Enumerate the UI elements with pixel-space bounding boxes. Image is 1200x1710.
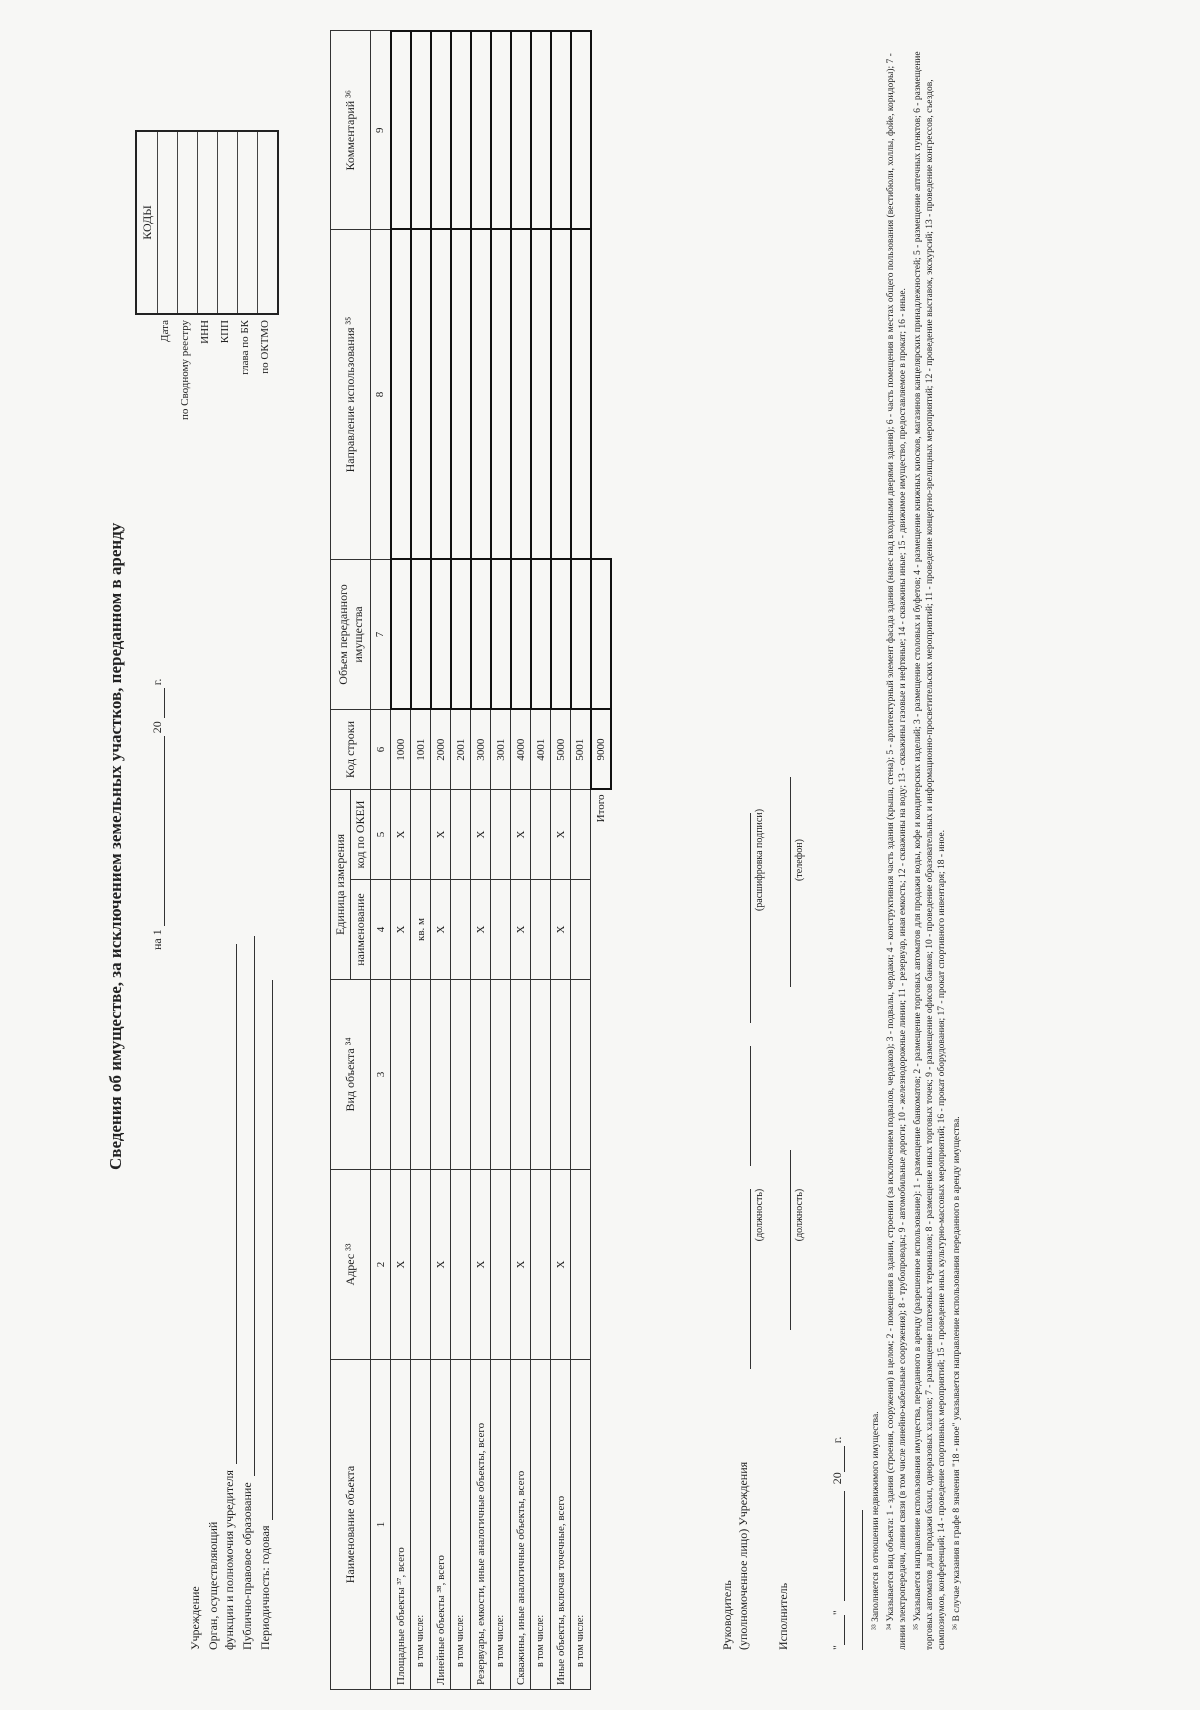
- footnotes: [870, 30, 966, 1650]
- col-number: 8: [371, 230, 391, 560]
- cell-address: X: [511, 1170, 531, 1360]
- cell-kind: [431, 980, 451, 1170]
- cell-okei: [491, 790, 511, 880]
- table-row: [511, 31, 531, 1690]
- codes-label-date: Дата: [159, 320, 171, 342]
- cell-comment: [551, 31, 571, 230]
- cell-kind: [471, 980, 491, 1170]
- signature-decoding-caption: (расшифровка подписи): [754, 808, 765, 912]
- cell-code: 3000: [471, 710, 491, 790]
- cell-okei: X: [431, 790, 451, 880]
- cell-comment: [531, 31, 551, 230]
- cell-okei: X: [471, 790, 491, 880]
- cell-address: X: [391, 1170, 411, 1360]
- col-address-header: Адрес ³³: [331, 1170, 371, 1360]
- total-code: 9000: [591, 710, 611, 790]
- codes-label-oktmo: по ОКТМО: [259, 320, 271, 374]
- cell-name: в том числе:: [531, 1360, 551, 1690]
- table-row: [391, 31, 411, 1690]
- table-row: [551, 31, 571, 1690]
- col-code-header: Код строки: [331, 710, 371, 790]
- cell-code: 5000: [551, 710, 571, 790]
- total-row: [591, 31, 611, 1690]
- cell-direction: [411, 230, 431, 560]
- cell-direction: [431, 230, 451, 560]
- col-unit-code-header: код по ОКЕИ: [351, 790, 371, 880]
- cell-direction: [491, 230, 511, 560]
- codes-label-kpp: КПП: [219, 320, 231, 344]
- cell-direction: [471, 230, 491, 560]
- property-table: [330, 30, 612, 1690]
- cell-name: в том числе:: [571, 1360, 591, 1690]
- cell-name: Площадные объекты ³⁷, всего: [391, 1360, 411, 1690]
- table-row: [531, 31, 551, 1690]
- cell-unit: [531, 880, 551, 980]
- cell-unit: X: [551, 880, 571, 980]
- cell-kind: [391, 980, 411, 1170]
- cell-okei: X: [391, 790, 411, 880]
- col-direction-header: Направление использования ³⁵: [331, 230, 371, 560]
- cell-comment: [411, 31, 431, 230]
- cell-code: 2001: [451, 710, 471, 790]
- cell-kind: [411, 980, 431, 1170]
- col-comment-header: Комментарий ³⁶: [331, 31, 371, 230]
- col-number: 5: [371, 790, 391, 880]
- codes-label-registry: по Сводному реестру: [179, 320, 191, 420]
- header-authority: Орган, осуществляющий: [206, 1521, 220, 1650]
- col-unit-name-header: наименование: [351, 880, 371, 980]
- signature-date: "" 20 г.: [830, 1436, 844, 1650]
- cell-name: Резервуары, емкости, иные аналогичные объекты, всего: [471, 1360, 491, 1690]
- col-number: 6: [371, 710, 391, 790]
- cell-name: Линейные объекты ³⁸, всего: [431, 1360, 451, 1690]
- codes-labels: [155, 320, 275, 510]
- signature-position-caption: (должность): [754, 1188, 765, 1242]
- col-kind-header: Вид объекта ³⁴: [331, 980, 371, 1170]
- cell-code: 1000: [391, 710, 411, 790]
- cell-name: в том числе:: [451, 1360, 471, 1690]
- cell-address: [451, 1170, 471, 1360]
- cell-okei: [531, 790, 551, 880]
- col-number: 3: [371, 980, 391, 1170]
- table-row: [471, 31, 491, 1690]
- document-title: Сведения об имуществе, за исключением земельных участков, переданном в аренду: [106, 522, 125, 1170]
- cell-unit: кв. м: [411, 880, 431, 980]
- cell-address: [491, 1170, 511, 1360]
- cell-comment: [451, 31, 471, 230]
- date-prefix: на 1: [150, 929, 164, 950]
- executor-position-caption: (должность): [794, 1188, 805, 1242]
- total-label: Итого: [591, 790, 611, 1690]
- cell-volume: [531, 560, 551, 710]
- cell-address: X: [431, 1170, 451, 1360]
- header-periodicity: Периодичность: годовая: [258, 980, 273, 1650]
- cell-direction: [451, 230, 471, 560]
- cell-unit: X: [511, 880, 531, 980]
- footnote-34: ³⁴ Указывается вид объекта: 1 - здания (строения, сооружения) в целом; 2 - помещения в здании, строении (за исключением подвалов, чердаков); 3 - подвалы, чердаки; 4 - конструктивная часть здания (крыша, стена); 5 - архитектурный элемент фасада здания (навес над входными дверями здания); 6 - часть помещения в местах общего пользования (вестибюли, холлы, фойе, коридоры); 7 - линии электропередачи, линии связи (в том числе линейно-кабельные сооружения); 8 - трубопроводы; 9 - автомобильные дороги; 10 - железнодорожные линии; 11 - резервуар, иная емкость; 12 - скважины на воду; 13 - скважины газовые и нефтяные; 14 - скважины иные; 15 - движимое имущество, предоставляемое в прокат; 16 - иные.: [886, 53, 908, 1650]
- cell-kind: [511, 980, 531, 1170]
- cell-direction: [391, 230, 411, 560]
- cell-direction: [531, 230, 551, 560]
- footnote-35: ³⁵ Указывается направление использования имущества, переданного в аренду (разрешенное использование): 1 - размещение банкоматов; 2 - размещение торговых автоматов для продажи воды, кофе и кондитерских изделий; 3 - размещение столовых и буфетов; 4 - размещение книжных киосков, магазинов канцелярских принадлежностей; 5 - размещение аптечных пунктов; 6 - размещение торговых автоматов для продажи бахил, одноразовых халатов; 7 - размещение платежных терминалов; 8 - размещение иных торговых точек; 9 - размещение офисов банков; 10 - проведение образовательных и информационно-просветительских мероприятий; 11 - проведение концертно-зрелищных мероприятий; 12 - проведение выставок, экскурсий; 13 - проведение конгрессов, съездов, симпозиумов, конференций; 14 - проведение спортивных мероприятий; 15 - проведение иных культурно-массовых мероприятий; 16 - прокат оборудования; 17 - прокат спортивного инвентаря; 18 - иное.: [913, 51, 947, 1650]
- codes-heading: КОДЫ: [140, 205, 154, 240]
- cell-address: [571, 1170, 591, 1360]
- col-number: 9: [371, 31, 391, 230]
- cell-name: Иные объекты, включая точечные, всего: [551, 1360, 571, 1690]
- executor-phone-caption: (телефон): [794, 839, 805, 881]
- cell-kind: [571, 980, 591, 1170]
- cell-volume: [471, 560, 491, 710]
- report-date-line: [150, 679, 165, 950]
- cell-volume: [571, 560, 591, 710]
- cell-unit: X: [391, 880, 411, 980]
- cell-volume: [491, 560, 511, 710]
- signature-head-sub: (уполномоченное лицо) Учреждения: [736, 813, 751, 1650]
- cell-comment: [491, 31, 511, 230]
- cell-comment: [391, 31, 411, 230]
- cell-kind: [551, 980, 571, 1170]
- cell-code: 4000: [511, 710, 531, 790]
- table-row: [571, 31, 591, 1690]
- cell-comment: [471, 31, 491, 230]
- cell-volume: [391, 560, 411, 710]
- cell-direction: [571, 230, 591, 560]
- cell-volume: [551, 560, 571, 710]
- cell-okei: X: [551, 790, 571, 880]
- col-unit-group-header: Единица измерения: [331, 790, 351, 980]
- cell-kind: [531, 980, 551, 1170]
- cell-unit: [491, 880, 511, 980]
- cell-direction: [511, 230, 531, 560]
- cell-code: 4001: [531, 710, 551, 790]
- signature-head-label: Руководитель: [720, 1580, 734, 1650]
- table-row: [411, 31, 431, 1690]
- col-number: 7: [371, 560, 391, 710]
- signature-executor: Исполнитель: [776, 777, 791, 1650]
- date-year-suffix: г.: [150, 678, 164, 686]
- cell-unit: X: [431, 880, 451, 980]
- col-name-header: Наименование объекта: [331, 1360, 371, 1690]
- cell-comment: [571, 31, 591, 230]
- cell-kind: [451, 980, 471, 1170]
- codes-label-inn: ИНН: [199, 320, 211, 344]
- col-volume-header: Объем переданного имущества: [331, 560, 371, 710]
- cell-volume: [451, 560, 471, 710]
- table-row: [491, 31, 511, 1690]
- cell-okei: X: [511, 790, 531, 880]
- table-row: [431, 31, 451, 1690]
- cell-unit: [571, 880, 591, 980]
- codes-box: [135, 130, 279, 315]
- header-institution: Учреждение: [188, 1586, 202, 1650]
- cell-okei: [451, 790, 471, 880]
- cell-comment: [511, 31, 531, 230]
- cell-address: [531, 1170, 551, 1360]
- cell-comment: [431, 31, 451, 230]
- date-year-prefix: 20: [150, 721, 164, 734]
- cell-address: X: [551, 1170, 571, 1360]
- col-number: 2: [371, 1170, 391, 1360]
- cell-name: Скважины, иные аналогичные объекты, всего: [511, 1360, 531, 1690]
- total-volume: [591, 560, 611, 710]
- footnote-36: ³⁶ В случае указания в графе 8 значения "18 - иное" указывается направление использования переданного в аренду имущества.: [952, 1116, 962, 1630]
- cell-direction: [551, 230, 571, 560]
- cell-code: 5001: [571, 710, 591, 790]
- footnote-divider: [862, 1510, 863, 1650]
- cell-code: 3001: [491, 710, 511, 790]
- cell-okei: [571, 790, 591, 880]
- cell-name: в том числе:: [411, 1360, 431, 1690]
- cell-code: 1001: [411, 710, 431, 790]
- cell-unit: X: [471, 880, 491, 980]
- col-number: 1: [371, 1360, 391, 1690]
- table-row: [451, 31, 471, 1690]
- header-public-entity: Публично-правовое образование: [240, 936, 255, 1650]
- cell-address: [411, 1170, 431, 1360]
- header-founder: функции и полномочия учредителя: [222, 944, 237, 1650]
- col-number: 4: [371, 880, 391, 980]
- cell-volume: [411, 560, 431, 710]
- codes-label-bk: глава по БК: [239, 320, 251, 375]
- footnote-33: ³³ Заполняется в отношении недвижимого имущества.: [871, 1411, 881, 1630]
- cell-okei: [411, 790, 431, 880]
- cell-address: X: [471, 1170, 491, 1360]
- cell-code: 2000: [431, 710, 451, 790]
- cell-kind: [491, 980, 511, 1170]
- cell-unit: [451, 880, 471, 980]
- cell-volume: [431, 560, 451, 710]
- cell-volume: [511, 560, 531, 710]
- cell-name: в том числе:: [491, 1360, 511, 1690]
